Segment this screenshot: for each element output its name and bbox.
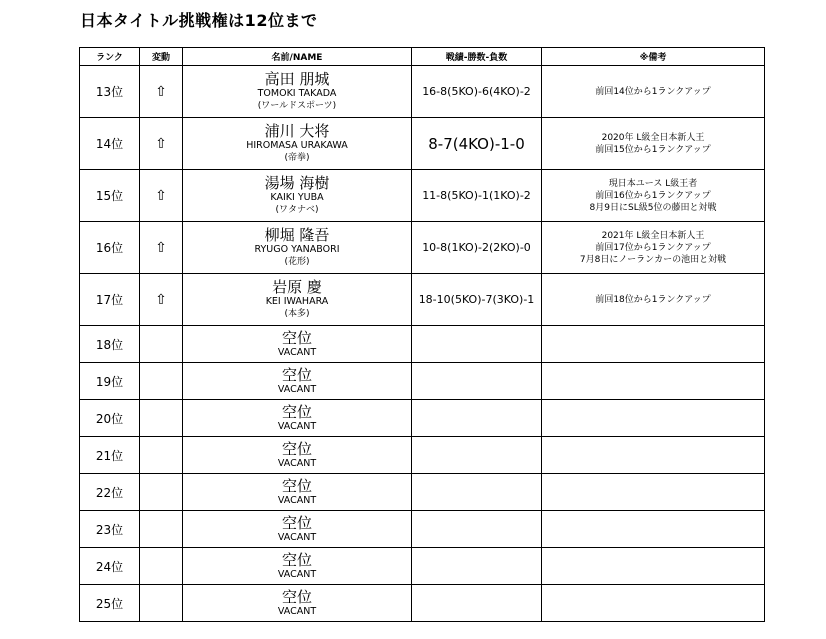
name-cell — [183, 400, 412, 437]
up-arrow-icon: ⇧ — [140, 170, 183, 222]
note-line: 前回17位から1ランクアップ — [595, 242, 711, 253]
notes-cell — [542, 400, 765, 437]
name-cell — [183, 274, 412, 326]
change-cell — [140, 400, 183, 437]
note-line: 前回14位から1ランクアップ — [595, 86, 711, 97]
name-en: VACANT — [277, 346, 317, 358]
rank-cell: 20位 — [80, 400, 140, 437]
name-jp: 岩原 慶 — [272, 278, 322, 296]
notes-cell — [542, 511, 765, 548]
name-cell — [183, 118, 412, 170]
name-cell — [183, 222, 412, 274]
name-cell — [183, 170, 412, 222]
name-cell — [183, 548, 412, 585]
record-cell — [412, 548, 542, 585]
rank-cell: 19位 — [80, 363, 140, 400]
gym-name: (花形) — [284, 257, 310, 267]
header-notes: ※備考 — [542, 48, 765, 66]
change-cell — [140, 585, 183, 622]
name-cell — [183, 585, 412, 622]
record-cell: 16-8(5KO)-6(4KO)-2 — [412, 66, 542, 118]
notes-cell — [542, 437, 765, 474]
header-record: 戦績-勝数-負数 — [412, 48, 542, 66]
up-arrow-icon: ⇧ — [140, 274, 183, 326]
rank-cell: 21位 — [80, 437, 140, 474]
name-jp: 湯場 海樹 — [264, 174, 330, 192]
name-cell — [183, 363, 412, 400]
table-row — [80, 118, 765, 170]
name-en: KEI IWAHARA — [265, 296, 329, 307]
up-arrow-icon: ⇧ — [140, 118, 183, 170]
record-cell — [412, 363, 542, 400]
name-jp: 柳堀 隆吾 — [264, 226, 330, 244]
name-cell — [183, 511, 412, 548]
gym-name: (ワタナベ) — [275, 205, 319, 215]
name-en: HIROMASA URAKAWA — [246, 140, 348, 151]
table-row — [80, 585, 765, 622]
record-cell: 8-7(4KO)-1-0 — [412, 118, 542, 170]
name-en: KAIKI YUBA — [270, 192, 324, 203]
table-row — [80, 170, 765, 222]
table-row — [80, 400, 765, 437]
notes-cell — [542, 118, 765, 170]
change-cell — [140, 474, 183, 511]
name-cell — [183, 326, 412, 363]
notes-cell — [542, 585, 765, 622]
notes-cell — [542, 363, 765, 400]
table-row — [80, 66, 765, 118]
name-jp: 空位 — [281, 365, 312, 384]
name-jp: 高田 朋城 — [264, 70, 330, 88]
gym-name: (ワールドスポーツ) — [257, 101, 337, 111]
change-cell — [140, 326, 183, 363]
change-cell — [140, 363, 183, 400]
name-jp: 空位 — [281, 550, 312, 569]
name-jp: 空位 — [281, 402, 312, 421]
note-line: 前回18位から1ランクアップ — [595, 294, 711, 305]
record-cell: 18-10(5KO)-7(3KO)-1 — [412, 274, 542, 326]
note-line: 8月9日にSL級5位の藤田と対戦 — [589, 202, 717, 213]
name-en: VACANT — [277, 605, 317, 617]
name-cell — [183, 437, 412, 474]
notes-cell — [542, 170, 765, 222]
rank-cell: 13位 — [80, 66, 140, 118]
record-cell — [412, 585, 542, 622]
table-row — [80, 274, 765, 326]
change-cell — [140, 548, 183, 585]
notes-cell — [542, 222, 765, 274]
name-jp: 空位 — [281, 476, 312, 495]
note-line: 7月8日にノーランカーの池田と対戦 — [579, 254, 727, 265]
name-en: VACANT — [277, 383, 317, 395]
rank-cell: 25位 — [80, 585, 140, 622]
header-row — [80, 48, 765, 66]
record-cell: 11-8(5KO)-1(1KO)-2 — [412, 170, 542, 222]
notes-cell — [542, 274, 765, 326]
notes-cell — [542, 326, 765, 363]
name-en: RYUGO YANABORI — [254, 244, 340, 255]
name-en: TOMOKI TAKADA — [257, 88, 337, 99]
rank-cell: 15位 — [80, 170, 140, 222]
change-cell — [140, 437, 183, 474]
notes-cell — [542, 66, 765, 118]
note-line: 前回15位から1ランクアップ — [595, 144, 711, 155]
up-arrow-icon: ⇧ — [140, 222, 183, 274]
rank-cell: 14位 — [80, 118, 140, 170]
name-cell — [183, 66, 412, 118]
notes-cell — [542, 548, 765, 585]
page-title: 日本タイトル挑戦権は12位まで — [80, 11, 318, 30]
rank-cell: 16位 — [80, 222, 140, 274]
note-line: 2020年 L級全日本新人王 — [601, 132, 705, 143]
name-en: VACANT — [277, 494, 317, 506]
header-change: 変動 — [140, 48, 183, 66]
name-jp: 浦川 大将 — [264, 122, 330, 140]
note-line: 現日本ユース L級王者 — [608, 178, 698, 189]
header-name: 名前/NAME — [183, 48, 412, 66]
table-row — [80, 474, 765, 511]
ranking-table — [79, 47, 765, 622]
record-cell — [412, 326, 542, 363]
table-row — [80, 222, 765, 274]
table-row — [80, 363, 765, 400]
record-cell: 10-8(1KO)-2(2KO)-0 — [412, 222, 542, 274]
change-cell — [140, 511, 183, 548]
name-cell — [183, 474, 412, 511]
rank-cell: 24位 — [80, 548, 140, 585]
rank-cell: 18位 — [80, 326, 140, 363]
rank-cell: 22位 — [80, 474, 140, 511]
name-en: VACANT — [277, 457, 317, 469]
record-cell — [412, 511, 542, 548]
note-line: 前回16位から1ランクアップ — [595, 190, 711, 201]
table-row — [80, 326, 765, 363]
name-en: VACANT — [277, 568, 317, 580]
gym-name: (帝拳) — [284, 153, 310, 163]
note-line: 2021年 L級全日本新人王 — [601, 230, 705, 241]
header-rank: ランク — [80, 48, 140, 66]
rank-cell: 17位 — [80, 274, 140, 326]
notes-cell — [542, 474, 765, 511]
name-en: VACANT — [277, 420, 317, 432]
table-row — [80, 437, 765, 474]
name-jp: 空位 — [281, 587, 312, 606]
table-row — [80, 548, 765, 585]
gym-name: (本多) — [284, 309, 310, 319]
record-cell — [412, 437, 542, 474]
name-jp: 空位 — [281, 439, 312, 458]
name-jp: 空位 — [281, 513, 312, 532]
name-jp: 空位 — [281, 328, 312, 347]
table-row — [80, 511, 765, 548]
record-cell — [412, 474, 542, 511]
rank-cell: 23位 — [80, 511, 140, 548]
record-cell — [412, 400, 542, 437]
up-arrow-icon: ⇧ — [140, 66, 183, 118]
name-en: VACANT — [277, 531, 317, 543]
